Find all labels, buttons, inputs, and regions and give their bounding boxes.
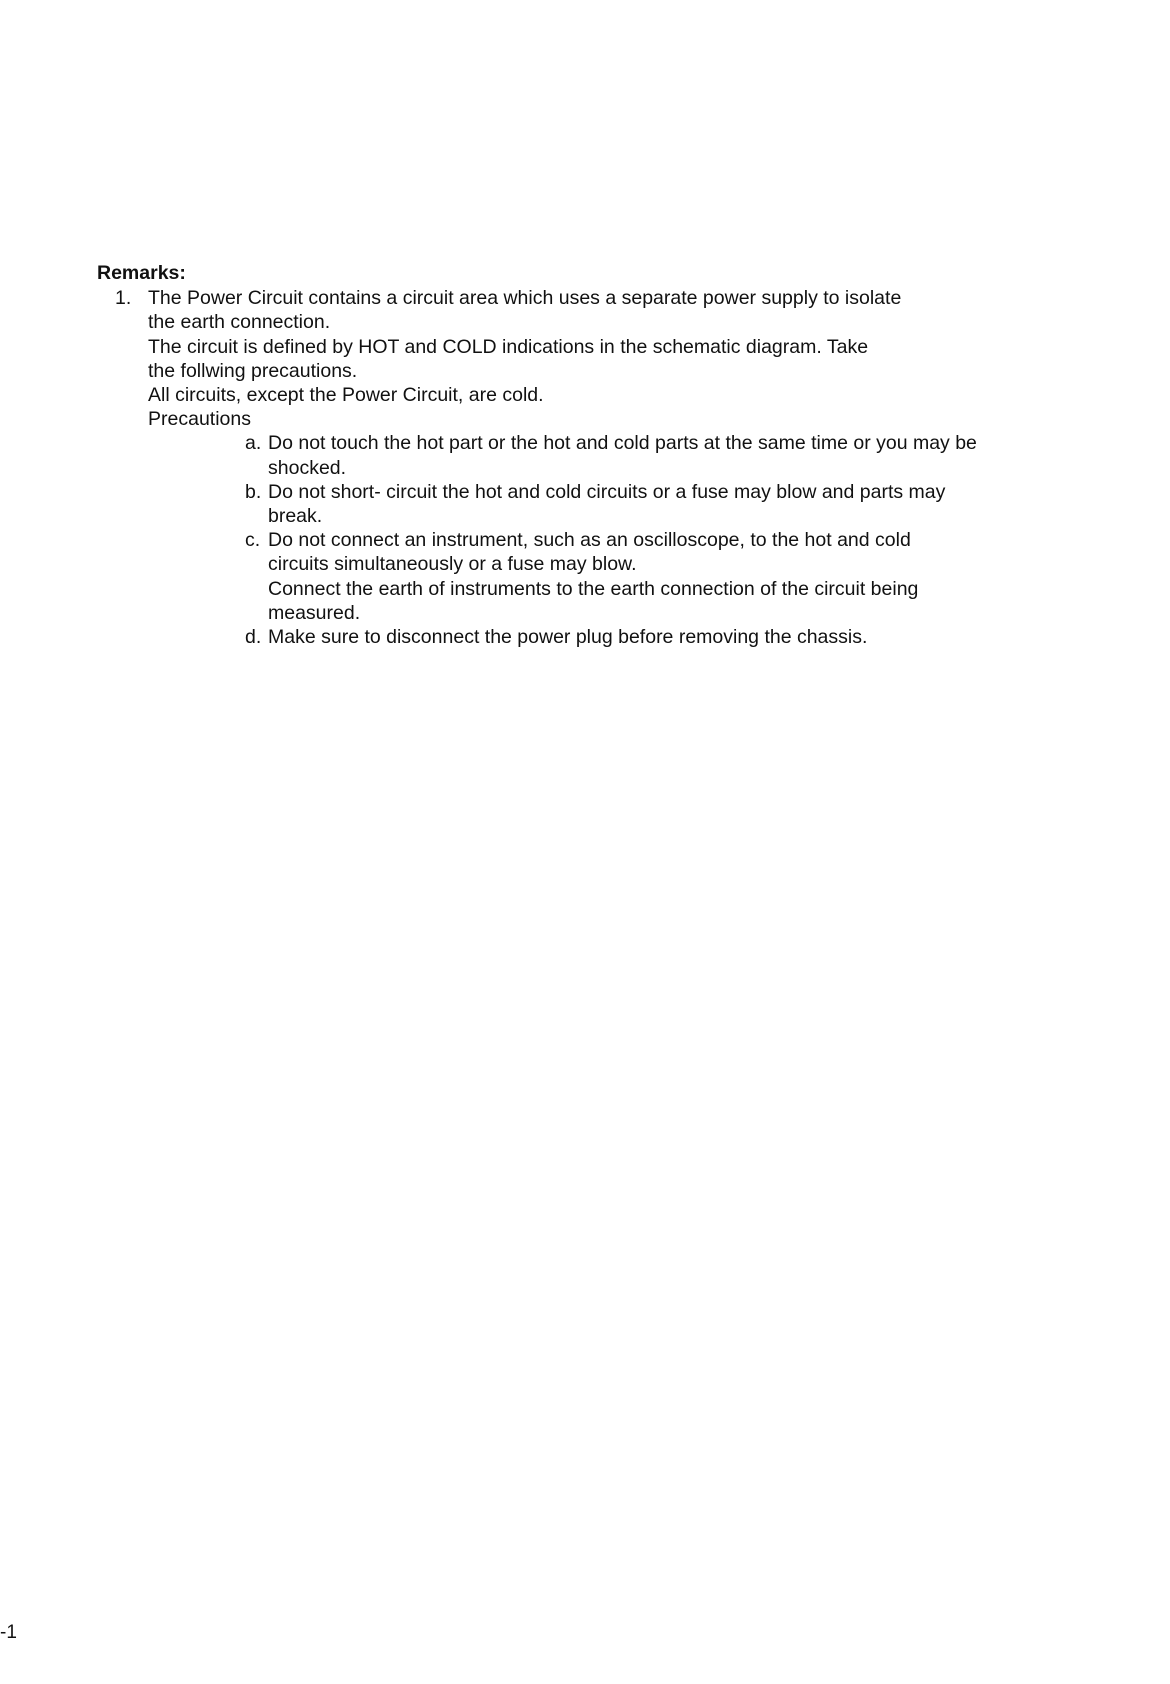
precaution-item-b xyxy=(97,480,997,528)
precaution-text: Do not short- circuit the hot and cold circuits or a fuse may blow and parts may break. xyxy=(268,480,946,528)
precaution-item-a xyxy=(97,431,997,479)
page-number: -1 xyxy=(0,1622,17,1643)
precaution-letter: d. xyxy=(245,626,262,649)
remarks-section xyxy=(97,261,997,649)
remark-item-number: 1. xyxy=(115,287,132,310)
remarks-heading: Remarks: xyxy=(97,262,186,284)
remark-item-1-line-1: The Power Circuit contains a circuit area which uses a separate power supply to isolate the earth connection. xyxy=(148,287,902,334)
precaution-text: Make sure to disconnect the power plug before removing the chassis. xyxy=(268,626,868,649)
remark-item-1-line-3: All circuits, except the Power Circuit, are cold. xyxy=(148,384,544,407)
remark-item-1 xyxy=(97,286,997,431)
precaution-text: Do not connect an instrument, such as an oscilloscope, to the hot and cold circuits simultaneously or a fuse may blow. xyxy=(268,529,911,576)
remark-item-1-line-2: The circuit is defined by HOT and COLD indications in the schematic diagram. Take the follwing precautions. xyxy=(148,335,869,382)
precaution-letter: c. xyxy=(245,529,261,552)
remark-item-1-line-4: Precautions xyxy=(148,408,251,431)
precaution-letter: b. xyxy=(245,480,262,503)
precaution-text: Do not touch the hot part or the hot and cold parts at the same time or you may be shocked. xyxy=(268,432,977,479)
precaution-item-c xyxy=(97,528,997,625)
precaution-text-continued: Connect the earth of instruments to the earth connection of the circuit being measured. xyxy=(268,577,919,624)
precaution-letter: a. xyxy=(245,432,262,455)
precaution-item-d xyxy=(97,625,997,649)
